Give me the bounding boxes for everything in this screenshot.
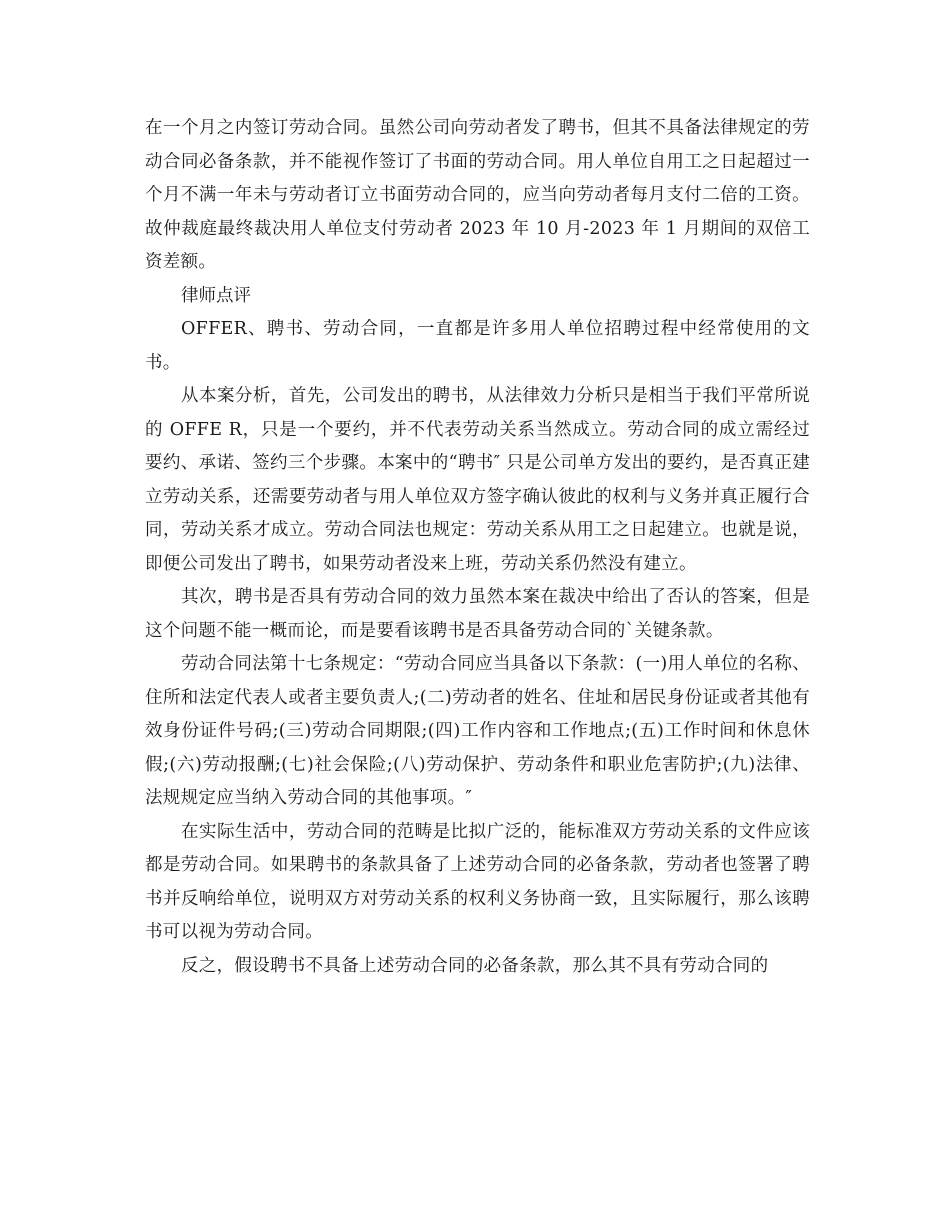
paragraph-continuation: 在一个月之内签订劳动合同。虽然公司向劳动者发了聘书，但其不具备法律规定的劳动合同必备条款，并不能视作签订了书面的劳动合同。用人单位自用工之日起超过一个月不满一年未与劳动者订立书面劳动合同的，应当向劳动者每月支付二倍的工资。故仲裁庭最终裁决用人单位支付劳动者 2023 年 10 月-2023 年 1 月期间的双倍工资差额。	[145, 118, 810, 272]
paragraph-offer-intro: OFFER、聘书、劳动合同，一直都是许多用人单位招聘过程中经常使用的文书。	[145, 319, 810, 373]
paragraph-case-analysis: 从本案分析，首先，公司发出的聘书，从法律效力分析只是相当于我们平常所说的 OFFE R，只是一个要约，并不代表劳动关系当然成立。劳动合同的成立需经过要约、承诺、签约三个步骤。本案中的“聘书″ 只是公司单方发出的要约，是否真正建立劳动关系，还需要劳动者与用人单位双方签字确认彼此的权利与义务并真正履行合同，劳动关系才成立。劳动合同法也规定：劳动关系从用工之日起建立。也就是说，即便公司发出了聘书，如果劳动者没来上班，劳动关系仍然没有建立。	[145, 386, 810, 574]
section-heading-lawyer-review: 律师点评	[181, 285, 251, 306]
paragraph-conversely: 反之，假设聘书不具备上述劳动合同的必备条款，那么其不具有劳动合同的	[181, 955, 769, 976]
document-page	[145, 112, 810, 983]
paragraph-practice: 在实际生活中，劳动合同的范畴是比拟广泛的，能标准双方劳动关系的文件应该都是劳动合同。如果聘书的条款具备了上述劳动合同的必备条款，劳动者也签署了聘书并反响给单位，说明双方对劳动关系的权利义务协商一致，且实际履行，那么该聘书可以视为劳动合同。	[145, 821, 810, 942]
paragraph-second-point: 其次，聘书是否具有劳动合同的效力虽然本案在裁决中给出了否认的答案，但是这个问题不能一概而论，而是要看该聘书是否具备劳动合同的`关键条款。	[145, 587, 810, 641]
paragraph-article-17: 劳动合同法第十七条规定：“劳动合同应当具备以下条款：(一)用人单位的名称、住所和法定代表人或者主要负责人;(二)劳动者的姓名、住址和居民身份证或者其他有效身份证件号码;(三)劳动合同期限;(四)工作内容和工作地点;(五)工作时间和休息休假;(六)劳动报酬;(七)社会保险;(八)劳动保护、劳动条件和职业危害防护;(九)法律、法规规定应当纳入劳动合同的其他事项。″	[145, 654, 810, 808]
